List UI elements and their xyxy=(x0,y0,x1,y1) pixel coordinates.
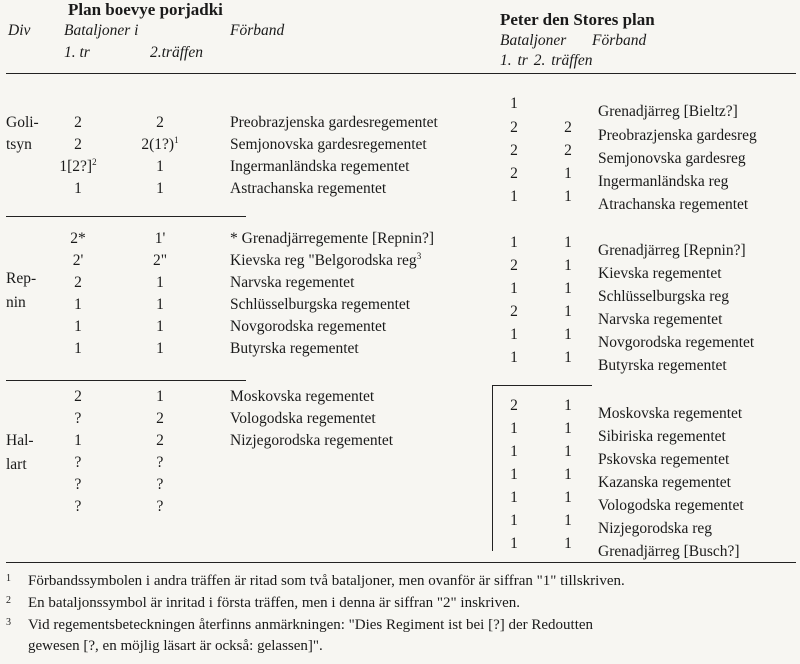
right-plan-title: Peter den Stores plan xyxy=(500,10,655,29)
first-line-battalions: 2 xyxy=(74,274,82,291)
footnote-text: Förbandssymbolen i andra träffen är ritad som två bataljoner, men ovanför är siffran "1" tillskriven. xyxy=(28,573,625,589)
second-line-battalions: 1 xyxy=(564,466,572,483)
division-separator xyxy=(6,216,246,217)
second-line-battalions: 1 xyxy=(156,318,164,335)
first-line-battalions: 1 xyxy=(510,489,518,506)
division-name: Rep- xyxy=(6,270,37,287)
unit-name: Semjonovska gardesregementet xyxy=(230,136,427,153)
second-line-battalions: 1 xyxy=(564,489,572,506)
battalions-column-header: Bataljoner i xyxy=(64,22,139,39)
first-line-battalions: 2 xyxy=(510,303,518,320)
first-line-battalions: 1 xyxy=(510,535,518,552)
second-line-battalions: 1 xyxy=(564,512,572,529)
unit-name: Preobrazjenska gardesreg xyxy=(598,127,757,144)
second-line-battalions: 1 xyxy=(564,326,572,343)
footnote-text: En bataljonssymbol är inritad i första träffen, men i denna är siffran "2" inskriven. xyxy=(28,595,520,611)
second-line-battalions: 1 xyxy=(564,349,572,366)
first-line-battalions: ? xyxy=(74,454,82,471)
first-line-battalions: 1 xyxy=(510,188,518,205)
first-line-battalions: ? xyxy=(74,410,82,427)
second-line-battalions: 1 xyxy=(156,340,164,357)
right-lines-header: 1. tr 2. träffen xyxy=(500,52,593,69)
first-line-battalions: 1 xyxy=(510,512,518,529)
second-line-battalions: 1 xyxy=(156,388,164,405)
unit-name: Kievska reg "Belgorodska reg$^3$ xyxy=(230,250,422,269)
second-line-battalions: 1 xyxy=(564,303,572,320)
second-line-battalions: 1 xyxy=(156,180,164,197)
first-line-battalions: ? xyxy=(74,498,82,515)
unit-name: Narvska regementet xyxy=(230,274,355,291)
first-line-battalions: 2 xyxy=(510,142,518,159)
first-line-battalions: 1 xyxy=(510,280,518,297)
unit-name: Preobrazjenska gardesregementet xyxy=(230,114,438,131)
second-line-battalions: 2 xyxy=(564,119,572,136)
right-bracket-vertical xyxy=(492,385,493,551)
second-line-battalions: 2 xyxy=(156,114,164,131)
second-line-battalions: 1 xyxy=(564,280,572,297)
footnote-mark: 1 xyxy=(6,573,11,584)
second-line-battalions: 2 xyxy=(156,432,164,449)
division-name: nin xyxy=(6,294,26,311)
first-line-battalions: 2 xyxy=(74,136,82,153)
unit-name: Pskovska regementet xyxy=(598,451,730,468)
second-line-battalions: 1 xyxy=(564,443,572,460)
first-line-battalions: 2 xyxy=(74,114,82,131)
first-line-battalions: 1 xyxy=(74,432,82,449)
first-line-battalions: 2* xyxy=(70,230,86,247)
second-line-battalions: ? xyxy=(156,476,164,493)
unit-name: Kievska regementet xyxy=(598,265,722,282)
unit-name: Astrachanska regementet xyxy=(230,180,387,197)
unit-name: Vologodska regementet xyxy=(598,497,744,514)
second-line-battalions: 2" xyxy=(152,252,168,269)
header-rule xyxy=(6,73,796,74)
unit-name: Novgorodska regementet xyxy=(230,318,387,335)
second-line-battalions: 1 xyxy=(564,257,572,274)
unit-name: Ingermanländska reg xyxy=(598,173,729,190)
unit-name: Atrachanska regementet xyxy=(598,196,749,213)
footnote-rule xyxy=(6,562,796,563)
second-line-battalions: 1 xyxy=(156,296,164,313)
right-bracket-top xyxy=(492,385,592,386)
footnote-mark: 2 xyxy=(6,595,11,606)
first-line-battalions: 1 xyxy=(510,443,518,460)
first-line-battalions: 2 xyxy=(510,397,518,414)
first-line-battalions: 1[2?]$^2$ xyxy=(59,156,97,175)
unit-name: Grenadjärreg [Bieltz?] xyxy=(598,103,738,120)
first-line-battalions: 2 xyxy=(510,257,518,274)
first-line-battalions: 1 xyxy=(510,326,518,343)
unit-name: Schlüsselburgska regementet xyxy=(230,296,411,313)
second-line-battalions: 1 xyxy=(564,234,572,251)
second-line-battalions: 1 xyxy=(564,165,572,182)
first-line-battalions: 1 xyxy=(74,340,82,357)
division-name: lart xyxy=(6,456,27,473)
second-line-battalions: ? xyxy=(156,498,164,515)
first-line-battalions: 1 xyxy=(74,180,82,197)
second-line-battalions: 1 xyxy=(564,188,572,205)
division-name: Goli- xyxy=(6,114,39,131)
second-line-battalions: 1 xyxy=(564,535,572,552)
second-line-battalions: 1 xyxy=(564,420,572,437)
second-line-battalions: 2(1?)$^1$ xyxy=(141,134,179,153)
first-line-header: 1. tr xyxy=(64,44,90,61)
unit-name: Semjonovska gardesreg xyxy=(598,150,746,167)
division-name: Hal- xyxy=(6,432,34,449)
units-column-header: Förband xyxy=(230,22,285,39)
division-separator xyxy=(6,380,246,381)
first-line-battalions: 2 xyxy=(510,165,518,182)
left-plan-title: Plan boevye porjadki xyxy=(68,0,223,19)
division-column-header: Div xyxy=(8,22,31,39)
unit-name: Vologodska regementet xyxy=(230,410,376,427)
footnote-text: Vid regementsbeteckningen återfinns anmärkningen: "Dies Regiment ist bei [?] der Redoutten xyxy=(28,617,594,633)
unit-name: Butyrska regementet xyxy=(598,357,727,374)
second-line-battalions: 1' xyxy=(154,230,166,247)
first-line-battalions: 1 xyxy=(510,420,518,437)
unit-name: Ingermanländska regementet xyxy=(230,158,410,175)
unit-name: Schlüsselburgska reg xyxy=(598,288,730,305)
first-line-battalions: 1 xyxy=(74,296,82,313)
second-line-battalions: 2 xyxy=(156,410,164,427)
unit-name: Grenadjärreg [Busch?] xyxy=(598,543,740,560)
first-line-battalions: 1 xyxy=(510,95,518,112)
first-line-battalions: 1 xyxy=(510,466,518,483)
unit-name: Grenadjärreg [Repnin?] xyxy=(598,242,746,259)
first-line-battalions: ? xyxy=(74,476,82,493)
second-line-battalions: 2 xyxy=(564,142,572,159)
first-line-battalions: 1 xyxy=(74,318,82,335)
second-line-battalions: 1 xyxy=(564,397,572,414)
first-line-battalions: 2 xyxy=(74,388,82,405)
first-line-battalions: 2 xyxy=(510,119,518,136)
right-units-header: Förband xyxy=(592,32,647,49)
second-line-header: 2.träffen xyxy=(150,44,203,61)
first-line-battalions: 1 xyxy=(510,349,518,366)
unit-name: * Grenadjärregemente [Repnin?] xyxy=(230,230,434,247)
unit-name: Sibiriska regementet xyxy=(598,428,726,445)
footnote-text: gewesen [?, en möjlig läsart är också: gelassen]". xyxy=(28,638,323,654)
unit-name: Nizjegorodska reg xyxy=(598,520,713,537)
right-battalions-header: Bataljoner xyxy=(500,32,567,49)
unit-name: Moskovska regementet xyxy=(598,405,743,422)
unit-name: Novgorodska regementet xyxy=(598,334,755,351)
second-line-battalions: ? xyxy=(156,454,164,471)
second-line-battalions: 1 xyxy=(156,158,164,175)
unit-name: Moskovska regementet xyxy=(230,388,375,405)
unit-name: Butyrska regementet xyxy=(230,340,359,357)
division-name: tsyn xyxy=(6,136,32,153)
first-line-battalions: 1 xyxy=(510,234,518,251)
unit-name: Nizjegorodska regementet xyxy=(230,432,394,449)
second-line-battalions: 1 xyxy=(156,274,164,291)
first-line-battalions: 2' xyxy=(72,252,84,269)
footnote-mark: 3 xyxy=(6,617,11,628)
unit-name: Narvska regementet xyxy=(598,311,723,328)
unit-name: Kazanska regementet xyxy=(598,474,731,491)
